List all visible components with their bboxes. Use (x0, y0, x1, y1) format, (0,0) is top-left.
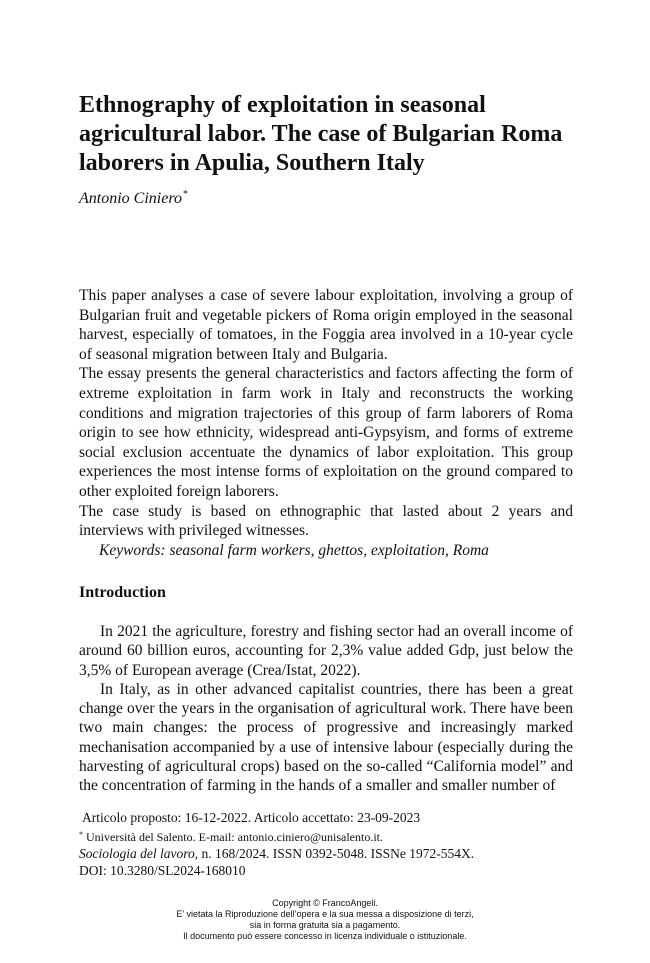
body-paragraph: In Italy, as in other advanced capitalist countries, there has been a great change over the years in the organisation of agricultural work. There have been two main changes: the process of progressive and increasingly marked mechanisation accompanied by a use of intensive labour (especially during the harvesting of agricultural crops) based on the so-called “California model” and the concentration of farming in the hands of a smaller and smaller number of (79, 680, 573, 795)
introduction-body (79, 622, 573, 796)
section-heading-introduction: Introduction (79, 584, 166, 601)
body-paragraph: In 2021 the agriculture, forestry and fishing sector had an overall income of around 60 billion euros, accounting for 2,3% value added Gdp, just below the 3,5% of European average (Crea/Istat, 2022). (79, 623, 573, 679)
author-line (79, 189, 188, 208)
abstract-paragraph: This paper analyses a case of severe labour exploitation, involving a group of Bulgarian fruit and vegetable pickers of Roma origin employed in the seasonal harvest, especially of tomatoes, in the Foggia area involved in a 10-year cycle of seasonal migration between Italy and Bulgaria. (79, 287, 573, 363)
copyright-line: Il documento può essere concesso in licenza individuale o istituzionale. (183, 931, 467, 941)
affiliation-text: Università del Salento. E-mail: antonio.ciniero@unisalento.it. (86, 830, 383, 844)
abstract-paragraph: The essay presents the general characteristics and factors affecting the form of extreme exploitation in farm work in Italy and reconstructs the working conditions and migration trajectories of this group of farm laborers of Roma origin to see how ethnicity, widespread anti-Gypsyism, and forms of extreme social exclusion accentuate the dynamics of labor exploitation. This group experiences the most intense forms of exploitation on the ground compared to other exploited foreign laborers. (79, 365, 573, 500)
journal-citation (79, 845, 573, 862)
copyright-line: Copyright © FrancoAngeli. (272, 898, 378, 908)
copyright-notice (0, 898, 650, 942)
keywords: Keywords: seasonal farm workers, ghettos, exploitation, Roma (99, 541, 489, 559)
abstract (79, 286, 573, 560)
journal-name: Sociologia del lavoro (79, 846, 195, 861)
abstract-paragraph: The case study is based on ethnographic that lasted about 2 years and interviews with privileged witnesses. (79, 502, 573, 540)
submission-dates: Articolo proposto: 16-12-2022. Articolo accettato: 23-09-2023 (82, 810, 421, 825)
citation-details: , n. 168/2024. ISSN 0392-5048. ISSNe 1972-554X. (194, 846, 475, 861)
affiliation-note (79, 826, 573, 846)
copyright-line: sia in forma gratuita sia a pagamento. (249, 920, 401, 930)
doi: DOI: 10.3280/SL2024-168010 (79, 863, 246, 878)
author-footnote-mark: * (182, 189, 188, 200)
author-name: Antonio Ciniero (79, 190, 182, 207)
affiliation-footnote-mark: * (79, 830, 83, 839)
article-title: Ethnography of exploitation in seasonal agricultural labor. The case of Bulgarian Roma laborers in Apulia, Southern Italy (79, 92, 563, 176)
copyright-line: E’ vietata la Riproduzione dell’opera e la sua messa a disposizione di terzi, (176, 909, 474, 919)
